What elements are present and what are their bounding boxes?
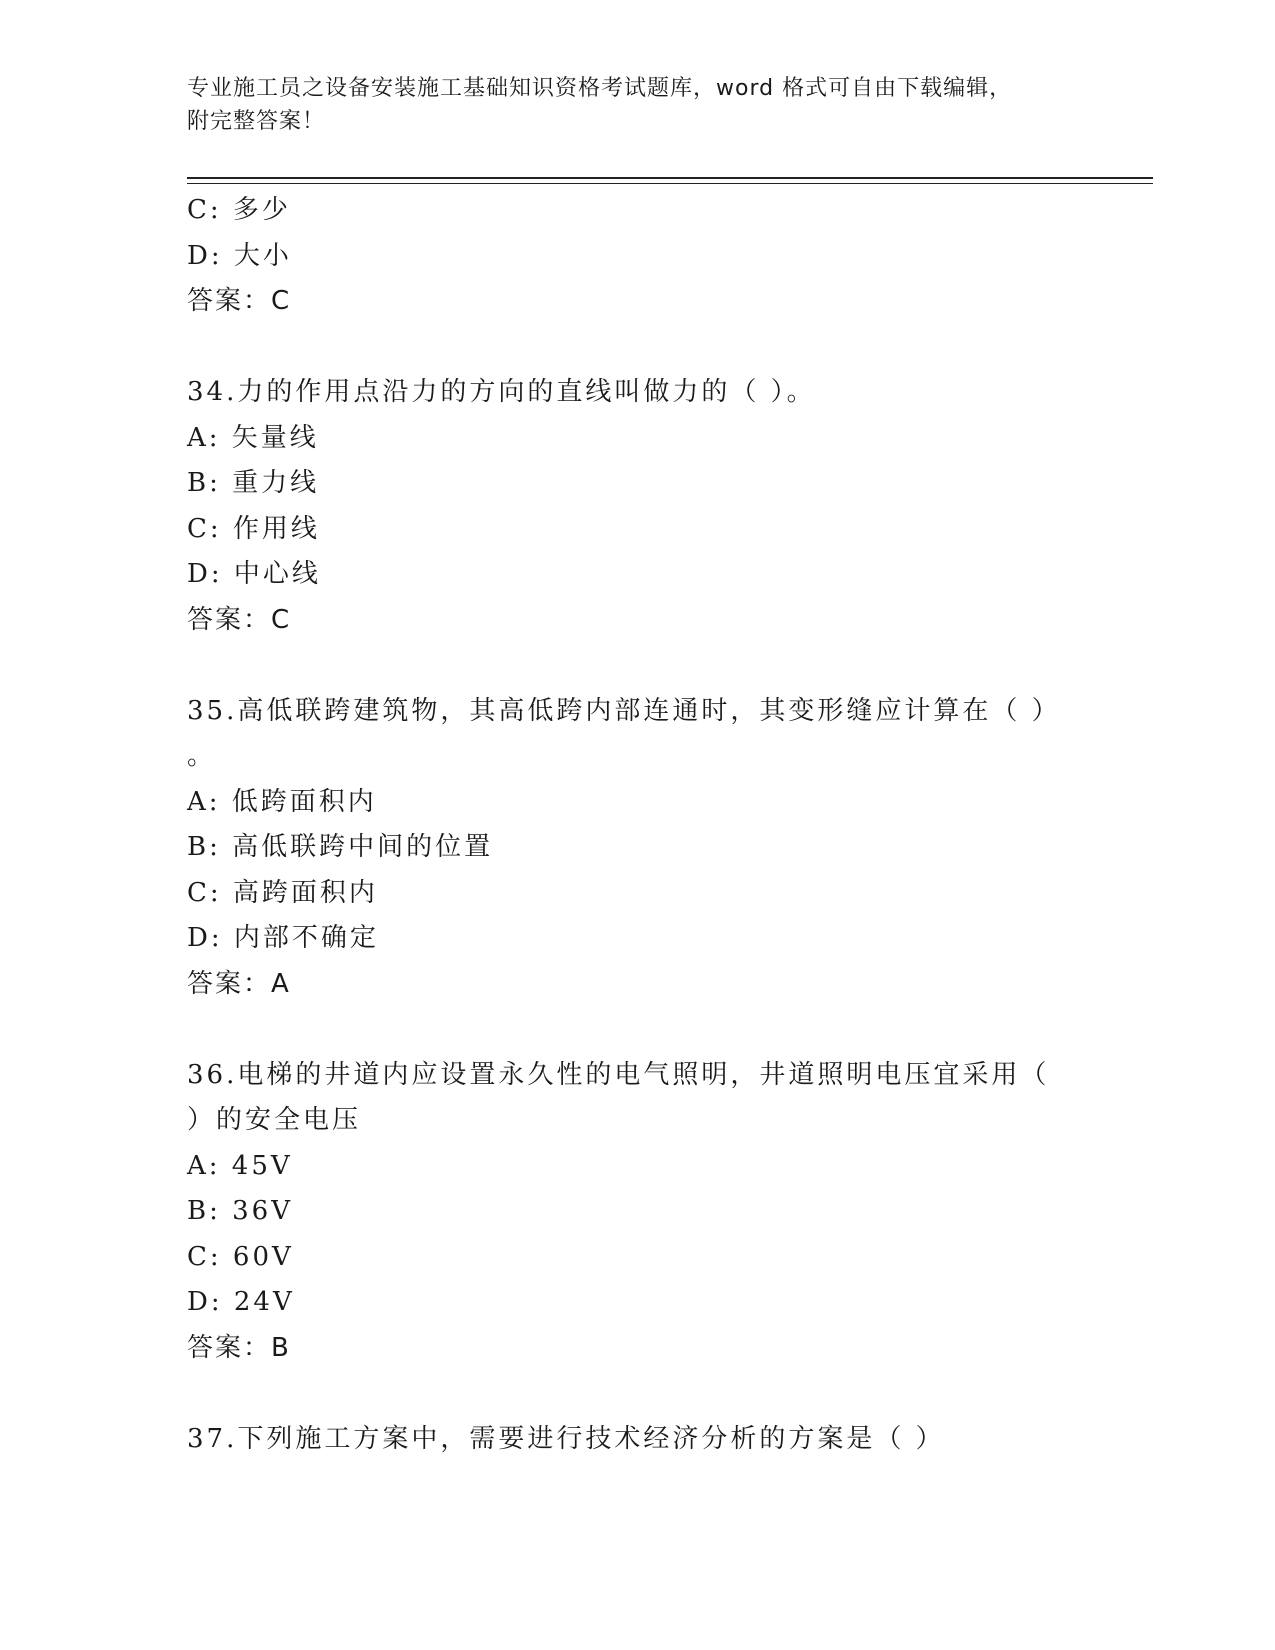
question-35 xyxy=(187,689,1067,1008)
option-d: D: 24V xyxy=(187,1287,295,1317)
header-divider-thick xyxy=(187,177,1153,179)
spacer xyxy=(187,325,1067,371)
spacer xyxy=(187,1007,1067,1053)
option-b: B: 重力线 xyxy=(187,468,320,498)
question-stem: 34.力的作用点沿力的方向的直线叫做力的（ ）。 xyxy=(187,377,816,407)
question-list xyxy=(187,188,1067,1462)
question-stem: 35.高低联跨建筑物，其高低跨内部连通时，其变形缝应计算在（ ） xyxy=(187,695,1061,726)
answer-line: 答案：C xyxy=(187,286,292,316)
carryover-block xyxy=(187,188,1067,325)
option-d: D: 内部不确定 xyxy=(187,923,379,953)
question-stem-continued: 。 xyxy=(187,741,217,771)
answer-line: 答案：A xyxy=(187,968,291,999)
question-stem-continued: ）的安全电压 xyxy=(187,1105,362,1135)
spacer xyxy=(187,643,1067,689)
option-a: A: 矢量线 xyxy=(187,422,319,453)
answer-line: 答案：C xyxy=(187,604,292,635)
question-34 xyxy=(187,370,1067,643)
option-c: C: 高跨面积内 xyxy=(187,877,378,908)
option-c: C: 作用线 xyxy=(187,513,320,544)
page-header xyxy=(187,72,1067,138)
option-b: B: 36V xyxy=(187,1196,293,1226)
spacer xyxy=(187,1371,1067,1417)
question-stem: 36.电梯的井道内应设置永久性的电气照明，井道照明电压宜采用（ xyxy=(187,1059,1050,1090)
option-b: B: 高低联跨中间的位置 xyxy=(187,832,494,862)
question-37 xyxy=(187,1417,1067,1463)
answer-line: 答案：B xyxy=(187,1332,291,1363)
option-c: C: 60V xyxy=(187,1241,294,1272)
header-divider-thin xyxy=(187,183,1153,184)
option-a: A: 45V xyxy=(187,1150,293,1181)
option-d: D: 大小 xyxy=(187,240,292,271)
header-line-1: 专业施工员之设备安装施工基础知识资格考试题库，word 格式可自由下载编辑， xyxy=(187,76,1013,101)
header-line-2: 附完整答案！ xyxy=(187,109,326,134)
option-d: D: 中心线 xyxy=(187,559,321,589)
option-c: C: 多少 xyxy=(187,195,291,225)
question-stem: 37.下列施工方案中，需要进行技术经济分析的方案是（ ） xyxy=(187,1423,945,1454)
option-a: A: 低跨面积内 xyxy=(187,786,377,817)
question-36 xyxy=(187,1053,1067,1372)
